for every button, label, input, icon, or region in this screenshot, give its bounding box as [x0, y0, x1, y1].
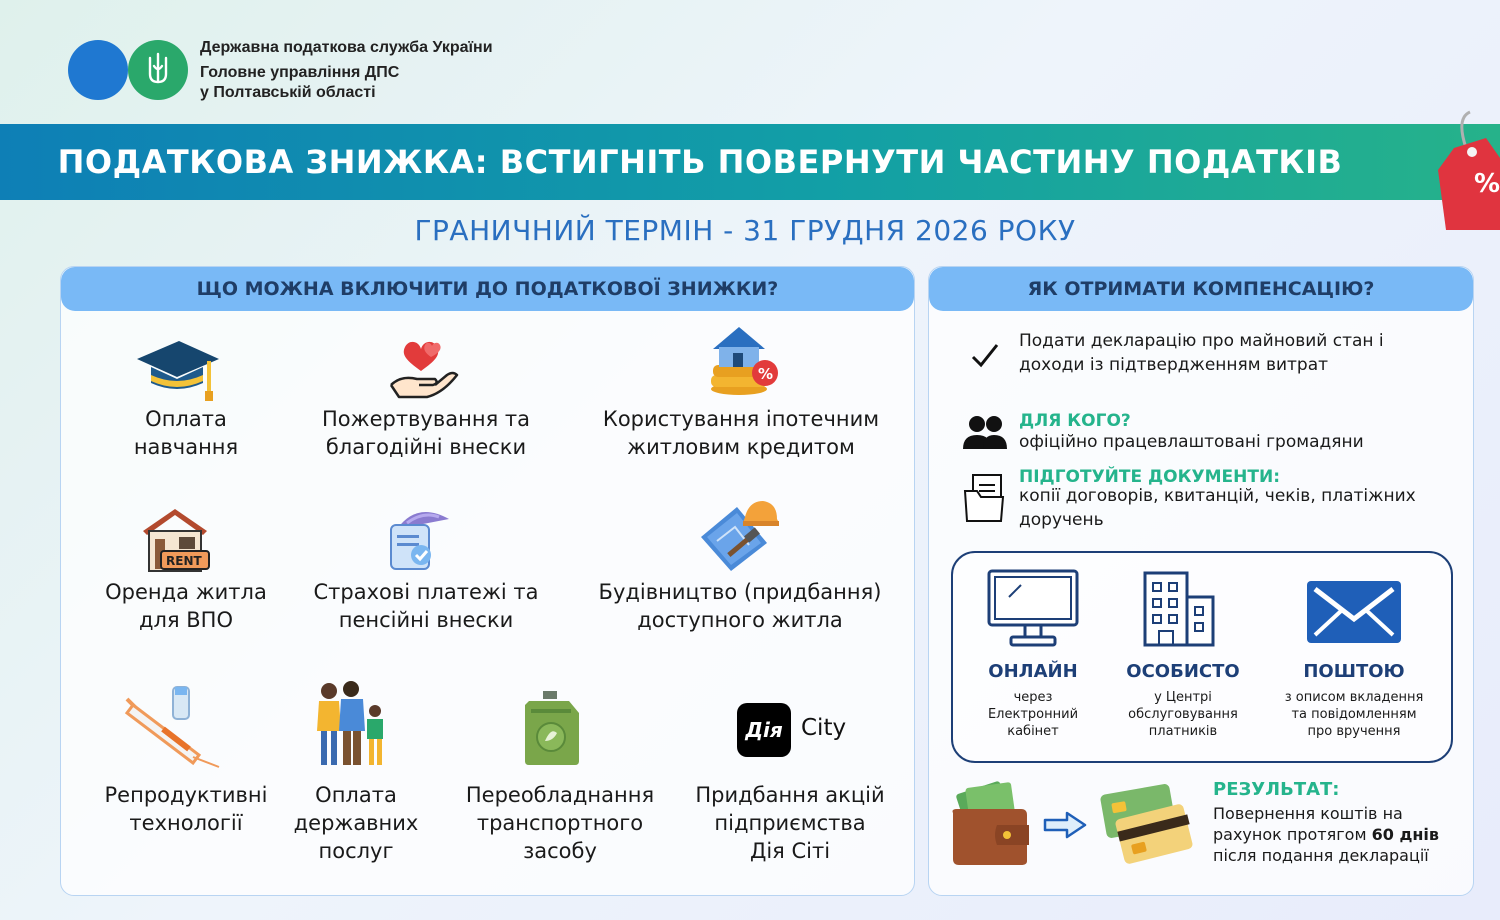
item-label-line: Оренда житла — [105, 580, 267, 604]
people-icon — [963, 415, 1007, 449]
logo-blue-circle — [68, 40, 128, 100]
item-reproductive — [81, 781, 291, 837]
wallet-icon — [949, 779, 1031, 867]
item-label-line: підприємства — [714, 811, 866, 835]
for-whom-text: офіційно працевлаштовані громадяни — [1019, 432, 1364, 452]
diia-city-word: City — [801, 715, 847, 741]
documents-folder-icon — [963, 473, 1005, 523]
graduation-cap-icon — [137, 337, 219, 403]
method-desc-line: та повідомленням — [1291, 707, 1417, 722]
house-coins-icon — [707, 325, 779, 397]
method-desc-line: платників — [1148, 724, 1218, 739]
documents-line: доручень — [1019, 510, 1104, 530]
item-idp-rent — [91, 578, 281, 634]
umbrella-document-icon — [383, 499, 457, 573]
syringe-icon — [123, 685, 223, 769]
item-label-line: Переобладнання — [465, 783, 655, 807]
item-label-line: державних — [293, 811, 419, 835]
result-line — [1213, 824, 1463, 845]
result-line: після подання декларації — [1213, 846, 1429, 865]
result-days: 60 днів — [1371, 825, 1440, 844]
item-label-line: Оплата — [145, 407, 227, 431]
result-text — [1213, 803, 1463, 866]
rent-label: RENT — [166, 554, 202, 568]
org-line-3: у Полтавській області — [200, 84, 376, 101]
result-line-text: рахунок протягом — [1213, 825, 1372, 844]
title-banner — [0, 124, 1500, 200]
item-vehicle-conversion — [445, 781, 675, 865]
page-title: ПОДАТКОВА ЗНИЖКА: ВСТИГНІТЬ ПОВЕРНУТИ ЧАСТИНУ ПОДАТКІВ — [57, 143, 1343, 181]
item-label-line: навчання — [133, 435, 239, 459]
method-online-title: ОНЛАЙН — [988, 661, 1078, 682]
declaration-line: Подати декларацію про майновий стан і — [1019, 331, 1384, 351]
item-affordable-housing — [575, 578, 905, 634]
item-charity — [301, 405, 551, 461]
result-line: Повернення коштів на — [1213, 804, 1403, 823]
item-label-line: Придбання акцій — [695, 783, 885, 807]
documents-line: копії договорів, квитанцій, чеків, платіжних — [1019, 486, 1416, 506]
method-desc-line: у Центрі — [1154, 690, 1212, 705]
method-online-desc — [948, 689, 1118, 740]
declaration-line: доходи із підтвердженням витрат — [1019, 355, 1329, 375]
method-desc-line: обслуговування — [1128, 707, 1238, 722]
item-label-line: доступного житла — [637, 608, 843, 632]
method-post-desc — [1269, 689, 1439, 740]
item-label-line: Оплата — [315, 783, 397, 807]
item-label-line: Будівництво (придбання) — [598, 580, 882, 604]
item-label-line: житловим кредитом — [627, 435, 855, 459]
submission-methods — [951, 551, 1453, 763]
item-label-line: послуг — [318, 839, 394, 863]
checkmark-icon — [971, 343, 999, 369]
org-line-1: Державна податкова служба України — [200, 39, 493, 56]
monitor-icon — [987, 569, 1079, 649]
dps-logo — [68, 40, 190, 100]
item-label-line: Репродуктивні — [104, 783, 268, 807]
envelope-icon — [1305, 579, 1403, 645]
deductions-panel — [60, 266, 915, 896]
diia-logo-text: Дія — [745, 718, 783, 742]
diia-logo-box — [737, 703, 791, 757]
item-mortgage — [581, 405, 901, 461]
percent-tag-icon — [1436, 108, 1500, 230]
method-in-person-title: ОСОБИСТО — [1126, 661, 1240, 682]
organization-name — [200, 38, 493, 103]
item-diia-city-shares — [675, 781, 905, 865]
item-label-line: Пожертвування та — [322, 407, 530, 431]
item-label-line: технології — [129, 811, 243, 835]
method-desc-line: Електронний — [987, 707, 1079, 722]
item-label-line: Дія Сіті — [749, 839, 831, 863]
item-label-line: Користування іпотечним — [602, 407, 880, 431]
item-label-line: для ВПО — [139, 608, 233, 632]
for-whom-title: ДЛЯ КОГО? — [1019, 411, 1131, 431]
result-title: РЕЗУЛЬТАТ: — [1213, 779, 1340, 800]
method-desc-line: кабінет — [1007, 724, 1059, 739]
diia-city-logo — [737, 703, 877, 757]
svg-text:%: % — [758, 365, 774, 383]
item-label-line: транспортного — [476, 811, 644, 835]
item-label-line: засобу — [523, 839, 597, 863]
method-desc-line: з описом вкладення — [1284, 690, 1424, 705]
house-rent-icon — [141, 507, 211, 573]
method-desc-line: через — [1013, 690, 1053, 705]
method-in-person-desc — [1098, 689, 1268, 740]
item-label-line: Страхові платежі та — [313, 580, 539, 604]
item-education — [101, 405, 271, 461]
arrow-right-icon — [1043, 811, 1087, 839]
item-label-line: благодійні внески — [325, 435, 527, 459]
item-state-services — [281, 781, 431, 865]
documents-text — [1019, 484, 1469, 532]
documents-title: ПІДГОТУЙТЕ ДОКУМЕНТИ: — [1019, 467, 1281, 487]
blueprint-hardhat-icon — [697, 497, 781, 573]
compensation-panel — [928, 266, 1474, 896]
bank-cards-icon — [1099, 781, 1195, 867]
compensation-panel-title: ЯК ОТРИМАТИ КОМПЕНСАЦІЮ? — [929, 267, 1473, 311]
org-line-2: Головне управління ДПС — [200, 64, 400, 81]
family-icon — [307, 681, 397, 769]
declaration-text — [1019, 329, 1459, 377]
item-label-line: пенсійні внески — [338, 608, 514, 632]
fuel-canister-icon — [523, 691, 581, 765]
deadline-text: ГРАНИЧНИЙ ТЕРМІН - 31 ГРУДНЯ 2026 РОКУ — [414, 214, 1076, 247]
method-post-title: ПОШТОЮ — [1303, 661, 1405, 682]
deductions-panel-title: ЩО МОЖНА ВКЛЮЧИТИ ДО ПОДАТКОВОЇ ЗНИЖКИ? — [61, 267, 914, 311]
building-icon — [1141, 569, 1217, 649]
method-desc-line: про вручення — [1307, 724, 1401, 739]
trident-icon — [146, 52, 170, 88]
heart-hand-icon — [387, 335, 461, 401]
item-insurance — [301, 578, 551, 634]
tag-percent: % — [1474, 169, 1500, 199]
